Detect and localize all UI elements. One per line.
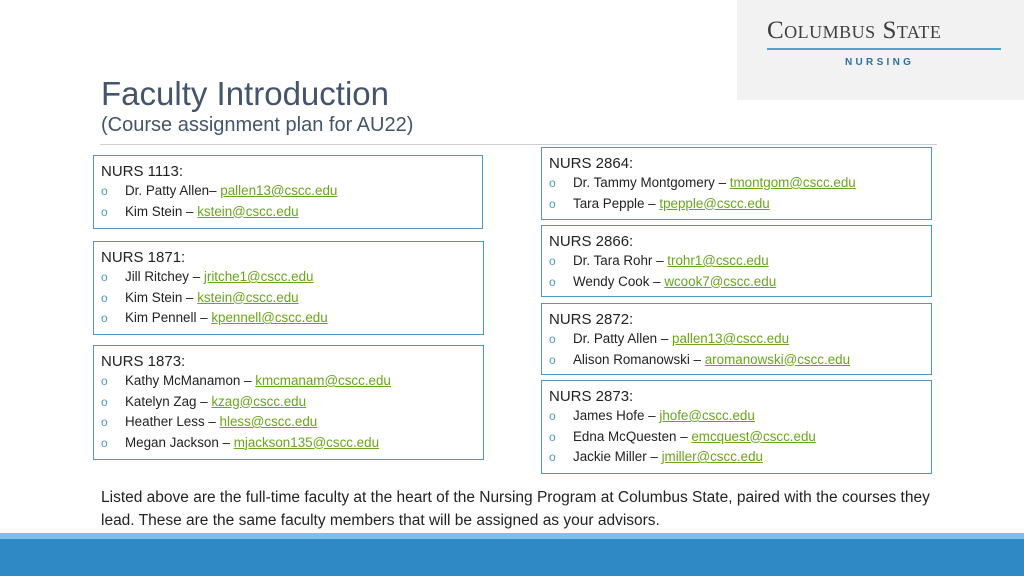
course-code: NURS 1113: (101, 163, 183, 180)
faculty-item (549, 406, 931, 427)
faculty-name: James Hofe – (573, 408, 660, 423)
course-code: NURS 2864: (549, 155, 634, 172)
title-divider (100, 144, 937, 145)
bullet-icon: o (101, 204, 108, 219)
faculty-email-link[interactable]: pallen13@cscc.edu (220, 183, 338, 198)
faculty-name: Wendy Cook – (573, 273, 665, 289)
faculty-email-link[interactable]: mjackson135@cscc.edu (233, 434, 380, 450)
bullet-icon: o (101, 290, 108, 305)
course-code: NURS 2873: (549, 388, 634, 405)
faculty-email-link[interactable]: jhofe@cscc.edu (659, 408, 755, 423)
faculty-email-link[interactable]: jmiller@cscc.edu (661, 449, 763, 464)
bullet-icon: o (549, 274, 556, 289)
faculty-item (101, 308, 483, 329)
faculty-email-link[interactable]: hless@cscc.edu (219, 414, 318, 429)
faculty-name: Kim Stein – (125, 289, 198, 305)
page-subtitle: (Course assignment plan for AU22) (101, 114, 414, 136)
bullet-icon: o (101, 311, 108, 325)
faculty-email-link[interactable]: kmcmanam@cscc.edu (255, 373, 391, 388)
bullet-icon: o (101, 435, 108, 450)
bullet-icon: o (549, 352, 556, 367)
bullet-icon: o (549, 176, 556, 190)
faculty-item (101, 392, 483, 413)
bullet-icon: o (549, 332, 556, 346)
bullet-icon: o (549, 254, 556, 268)
faculty-name: Kim Pennell – (125, 310, 212, 325)
faculty-email-link[interactable]: kstein@cscc.edu (197, 289, 299, 305)
faculty-email-link[interactable]: tmontgom@cscc.edu (729, 175, 856, 190)
course-box (93, 345, 484, 460)
bullet-icon: o (101, 184, 108, 198)
bullet-icon: o (549, 429, 556, 444)
faculty-item (101, 267, 483, 288)
faculty-name: Heather Less – (125, 414, 220, 429)
bullet-icon: o (549, 450, 556, 464)
bottom-bar-stripe (0, 533, 1024, 539)
logo-subtitle: NURSING (845, 57, 915, 68)
faculty-email-link[interactable]: tpepple@cscc.edu (659, 195, 770, 211)
faculty-name: Katelyn Zag – (125, 393, 212, 409)
faculty-item (101, 371, 483, 392)
faculty-item (549, 251, 931, 272)
faculty-name: Kathy McManamon – (125, 373, 256, 388)
faculty-item (101, 412, 483, 433)
bullet-icon: o (101, 374, 108, 388)
faculty-email-link[interactable]: kpennell@cscc.edu (211, 310, 328, 325)
faculty-item (101, 202, 482, 223)
course-box (93, 241, 484, 335)
faculty-name: Kim Stein – (125, 203, 198, 219)
faculty-name: Jill Ritchey – (125, 269, 204, 284)
course-box (541, 380, 932, 474)
course-code: NURS 1873: (101, 353, 186, 370)
logo-panel (737, 0, 1024, 100)
faculty-item (101, 288, 483, 309)
faculty-name: Edna McQuesten – (573, 428, 692, 444)
bullet-icon: o (549, 196, 556, 211)
faculty-name: Megan Jackson – (125, 434, 234, 450)
faculty-name: Jackie Miller – (573, 449, 662, 464)
bullet-icon: o (101, 270, 108, 284)
faculty-email-link[interactable]: emcquest@cscc.edu (691, 428, 816, 444)
faculty-item (549, 173, 931, 194)
faculty-item (101, 433, 483, 454)
course-box (541, 225, 932, 297)
faculty-name: Dr. Patty Allen – (573, 331, 672, 346)
faculty-email-link[interactable]: wcook7@cscc.edu (664, 273, 777, 289)
faculty-email-link[interactable]: kstein@cscc.edu (197, 203, 299, 219)
bullet-icon: o (549, 409, 556, 423)
course-code: NURS 1871: (101, 249, 186, 266)
faculty-name: Dr. Tara Rohr – (573, 253, 668, 268)
course-code: NURS 2866: (549, 233, 634, 250)
faculty-name: Dr. Patty Allen– (125, 183, 221, 198)
logo-name: Columbus State (767, 17, 942, 44)
bottom-bar (0, 533, 1024, 576)
faculty-item (549, 272, 931, 293)
course-code: NURS 2872: (549, 311, 634, 328)
footer-note: Listed above are the full-time faculty at the heart of the Nursing Program at Columbus State, paired with the courses they lead. These are the same faculty members that will be assigned as your advisors. (101, 489, 930, 529)
course-box (541, 303, 932, 375)
faculty-item (549, 350, 931, 371)
course-box (93, 155, 483, 229)
faculty-item (549, 329, 931, 350)
faculty-item (549, 447, 931, 468)
faculty-email-link[interactable]: aromanowski@cscc.edu (704, 351, 851, 367)
faculty-email-link[interactable]: kzag@cscc.edu (211, 393, 307, 409)
faculty-item (101, 181, 482, 202)
course-box (541, 147, 932, 220)
bullet-icon: o (101, 415, 108, 429)
logo-divider (767, 48, 1001, 50)
faculty-item (549, 427, 931, 448)
faculty-name: Tara Pepple – (573, 195, 660, 211)
faculty-email-link[interactable]: pallen13@cscc.edu (672, 331, 790, 346)
bullet-icon: o (101, 394, 108, 409)
faculty-name: Dr. Tammy Montgomery – (573, 175, 730, 190)
faculty-item (549, 194, 931, 215)
faculty-name: Alison Romanowski – (573, 351, 705, 367)
faculty-email-link[interactable]: jritche1@cscc.edu (203, 269, 314, 284)
faculty-email-link[interactable]: trohr1@cscc.edu (667, 253, 769, 268)
page-title: Faculty Introduction (101, 75, 389, 112)
